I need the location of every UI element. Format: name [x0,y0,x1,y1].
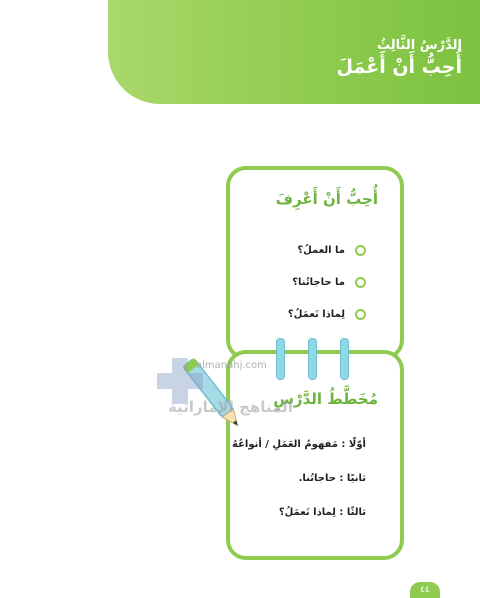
lesson-plan-list [232,436,366,538]
lesson-plan-card [226,350,404,560]
circle-bullet-icon [355,309,366,320]
circle-bullet-icon [355,277,366,288]
plan-item: ثانيًا : حاجاتُنا. [298,473,366,484]
lesson-number: الدَّرْسُ الثَّالِثُ [377,38,462,53]
binder-ring-icon [340,338,349,380]
know-card [226,166,404,360]
question-text: ما حاجاتُنا؟ [292,276,345,288]
watermark-url: almanahj.com [196,360,267,371]
binder-ring-icon [308,338,317,380]
lesson-title: أُحِبُّ أَنْ أَعْمَلَ [336,56,462,78]
lesson-plan-title: مُخَطَّطُ الدَّرْسِ [273,390,378,408]
binder-ring-icon [276,338,285,380]
plan-item: ثالثًا : لِماذا نَعمَلُ؟ [278,507,366,518]
page-number: ٤٤ [410,582,440,598]
question-item [288,298,366,330]
question-text: لِماذا نَعمَلُ؟ [287,308,345,320]
circle-bullet-icon [355,245,366,256]
lesson-header-banner [108,0,480,104]
know-card-title: أُحِبُّ أَنْ أَعْرِفَ [275,190,378,208]
question-list [288,234,366,330]
watermark-text: المناهج الإماراتية [168,398,293,416]
question-text: ما العملُ؟ [297,244,345,256]
question-item [288,266,366,298]
question-item [288,234,366,266]
plan-item: أوّلًا : مَفهومُ العَمَلِ / أنواعُهُ [232,439,366,450]
